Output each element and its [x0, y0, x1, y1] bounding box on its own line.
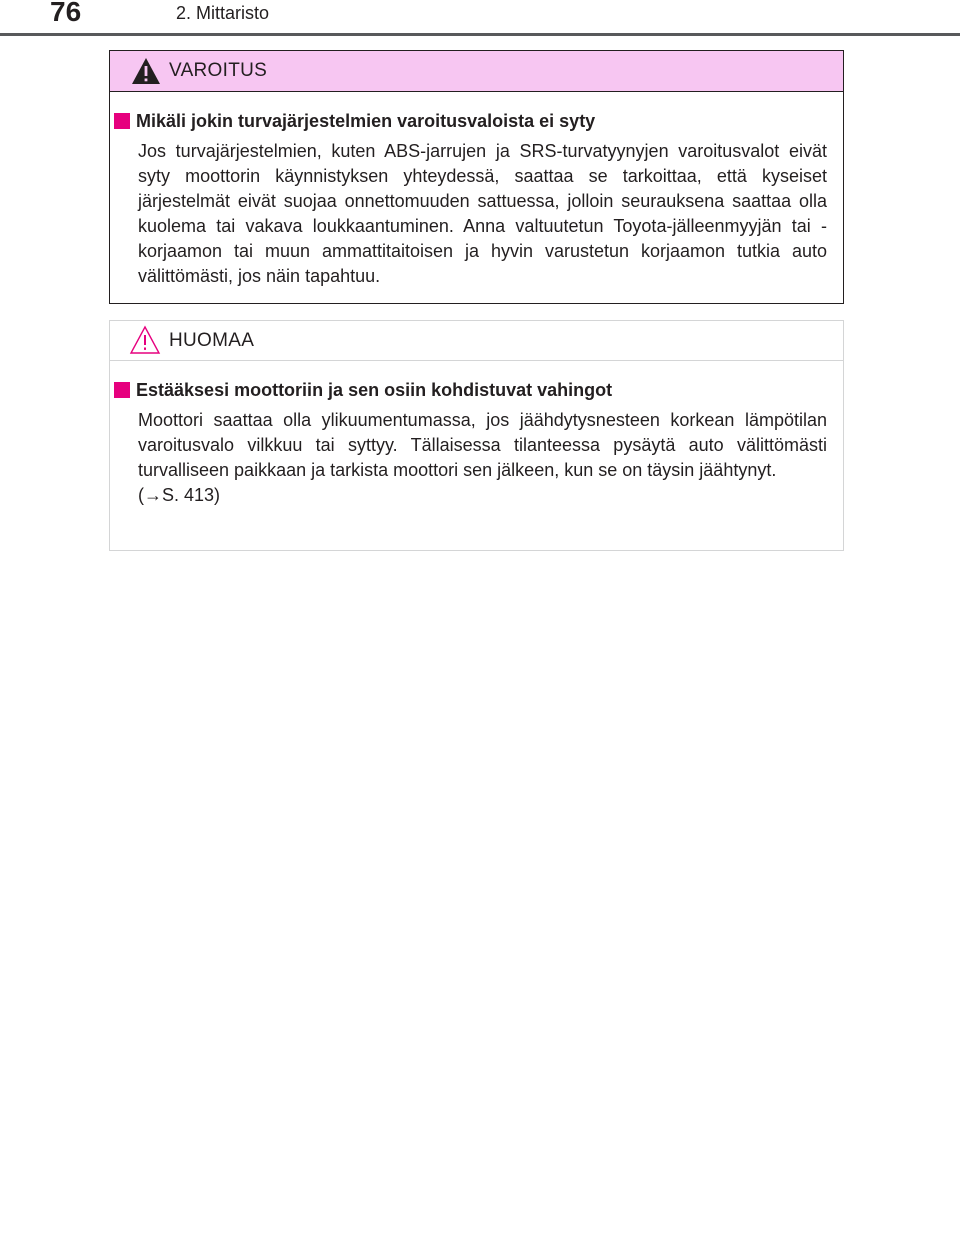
page-reference-link[interactable]: (→S. 413)	[138, 485, 221, 505]
square-bullet-icon	[114, 113, 130, 129]
warning-body-text: Jos turvajärjestelmien, kuten ABS-jarrujen ja SRS-turvatyynyjen varoitusvalot eivät syty moottorin käynnistyksen yhteydessä, saattaa se tarkoittaa, että kyseiset järjestelmät eivät suojaa onnettomuuden sattuessa, jolloin seurauksena saattaa olla kuolema tai vakava loukkaantuminen. Anna valtuutetun Toyota-jälleenmyyjän tai -korjaamon tai muun ammattitaitoisen ja hyvin varustetun korjaamon tutkia auto välittömästi, jos näin tapahtuu.	[138, 141, 827, 286]
notice-section	[110, 378, 843, 508]
notice-label: HUOMAA	[169, 330, 255, 351]
notice-body-text: Moottori saattaa olla ylikuumentumassa, jos jäähdytysnesteen korkean lämpötilan varoitusvalo vilkkuu tai syttyy. Tällaisessa tilanteessa pysäytä auto välittömästi turvalliseen paikkaan ja tarkista moottori sen jälkeen, kun se on täysin jäähtynyt.	[138, 410, 827, 480]
warning-triangle-icon	[130, 56, 162, 86]
warning-box	[109, 50, 844, 304]
notice-header	[110, 321, 843, 361]
warning-section	[110, 109, 843, 289]
warning-header	[110, 51, 843, 92]
warning-label: VAROITUS	[169, 60, 268, 81]
header-rule	[0, 33, 960, 36]
notice-section-title	[136, 378, 843, 402]
square-bullet-icon	[114, 382, 130, 398]
page-number: 76	[50, 0, 82, 27]
caution-triangle-outline-icon	[129, 325, 161, 355]
chapter-title: 2. Mittaristo	[176, 3, 270, 23]
notice-box	[109, 320, 844, 551]
warning-section-title-text: Mikäli jokin turvajärjestelmien varoitusvaloista ei syty	[136, 111, 596, 131]
notice-section-title-text: Estääksesi moottoriin ja sen osiin kohdistuvat vahingot	[136, 380, 613, 400]
warning-section-title	[136, 109, 843, 133]
page-header	[0, 0, 960, 40]
